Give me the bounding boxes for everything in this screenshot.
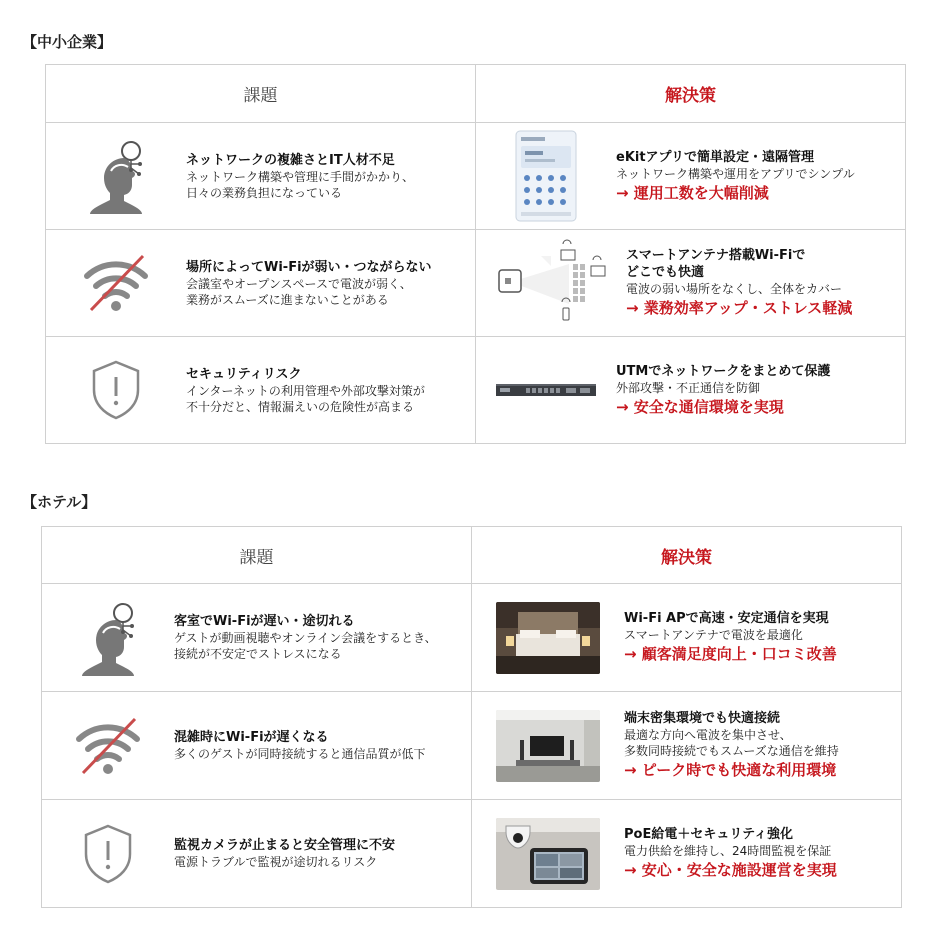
header-solution: 解決策 [472,527,902,584]
solution-title: スマートアンテナ搭載Wi-Fiで [626,248,806,263]
solution-title: PoE給電＋セキュリティ強化 [624,827,794,842]
issue-title: 場所によってWi-Fiが弱い・つながらない [186,259,432,275]
issue-cell [42,584,472,692]
solution-cell [476,230,906,337]
solution-desc: 電力供給を維持し、24時間監視を保証 [624,844,832,858]
wifi-off-icon [46,254,186,312]
table-row [46,123,906,230]
solution-cell [472,584,902,692]
security-camera-photo [472,818,624,890]
issue-cell [42,800,472,908]
issue-desc-line: 日々の業務負担になっている [186,185,343,200]
hotel-bedroom-photo [472,602,624,674]
issue-cell [46,230,476,337]
shield-warning-icon [46,360,186,420]
solution-result: → 顧客満足度向上・口コミ改善 [624,645,837,663]
issue-desc-line: インターネットの利用管理や外部攻撃対策が [186,383,425,398]
issue-cell [46,337,476,444]
living-room-photo [472,710,624,782]
solution-cell [472,692,902,800]
wifi-off-icon [42,717,174,775]
header-issue: 課題 [42,527,472,584]
solution-cell [476,337,906,444]
solution-desc: 電波の弱い場所をなくし、全体をカバー [626,282,843,296]
issue-desc-line: ネットワーク構築や管理に手間がかかり、 [186,169,415,184]
issue-title: 監視カメラが止まると安全管理に不安 [174,838,396,853]
section-title-hotel: 【ホテル】 [22,493,97,511]
solution-desc: 多数同時接続でもスムーズな通信を維持 [624,744,839,758]
utm-appliance [476,380,616,400]
solution-title: 端末密集環境でも快適接続 [624,711,781,726]
issue-title: 混雑時にWi-Fiが遅くなる [174,730,329,745]
header-solution: 解決策 [476,65,906,123]
table-row [46,337,906,444]
issue-desc-line: 会議室やオープンスペースで電波が弱く、 [186,276,412,291]
table-row [46,230,906,337]
issue-title: セキュリティリスク [186,366,302,382]
table-row [42,800,902,908]
smart-antenna-diagram [476,238,626,328]
issue-desc-line: 業務がスムーズに進まないことがある [186,292,389,307]
sme-table [45,64,906,444]
person-network-icon [46,138,186,214]
table-row [42,692,902,800]
solution-result: → 安全な通信環境を実現 [616,397,784,416]
issue-desc-line: 接続が不安定でストレスになる [174,647,342,661]
issue-desc-line: 電源トラブルで監視が途切れるリスク [174,855,378,869]
solution-result: → 安心・安全な施設運営を実現 [624,861,837,879]
solution-desc: 最適な方向へ電波を集中させ、 [624,728,792,742]
section-title-sme: 【中小企業】 [22,33,113,51]
solution-result: → ピーク時でも快適な利用環境 [624,761,837,779]
solution-title: eKitアプリで簡単設定・遠隔管理 [616,149,815,165]
issue-cell [46,123,476,230]
issue-desc-line: 不十分だと、情報漏えいの危険性が高まる [186,399,415,414]
solution-cell [472,800,902,908]
solution-result: → 業務効率アップ・ストレス軽減 [626,299,853,317]
solution-title: Wi-Fi APで高速・安定通信を実現 [624,611,829,626]
shield-warning-icon [42,824,174,884]
solution-desc: 外部攻撃・不正通信を防御 [616,380,761,395]
solution-result: → 運用工数を大幅削減 [616,183,769,202]
issue-cell [42,692,472,800]
issue-title: ネットワークの複雑さとIT人材不足 [186,152,395,168]
issue-desc-line: ゲストが動画視聴やオンライン会議をするとき、 [174,631,437,645]
solution-cell [476,123,906,230]
solution-desc: ネットワーク構築や運用をアプリでシンプル [616,166,855,181]
hotel-table [41,526,902,908]
issue-title: 客室でWi-Fiが遅い・途切れる [174,614,355,629]
ekit-app-screenshot [476,130,616,222]
solution-title: UTMでネットワークをまとめて保護 [616,363,831,379]
solution-desc: スマートアンテナで電波を最適化 [624,628,803,642]
person-network-icon [42,600,174,676]
header-issue: 課題 [46,65,476,123]
table-row [42,584,902,692]
solution-title: どこでも快適 [626,265,705,280]
issue-desc-line: 多くのゲストが同時接続すると通信品質が低下 [174,747,426,761]
